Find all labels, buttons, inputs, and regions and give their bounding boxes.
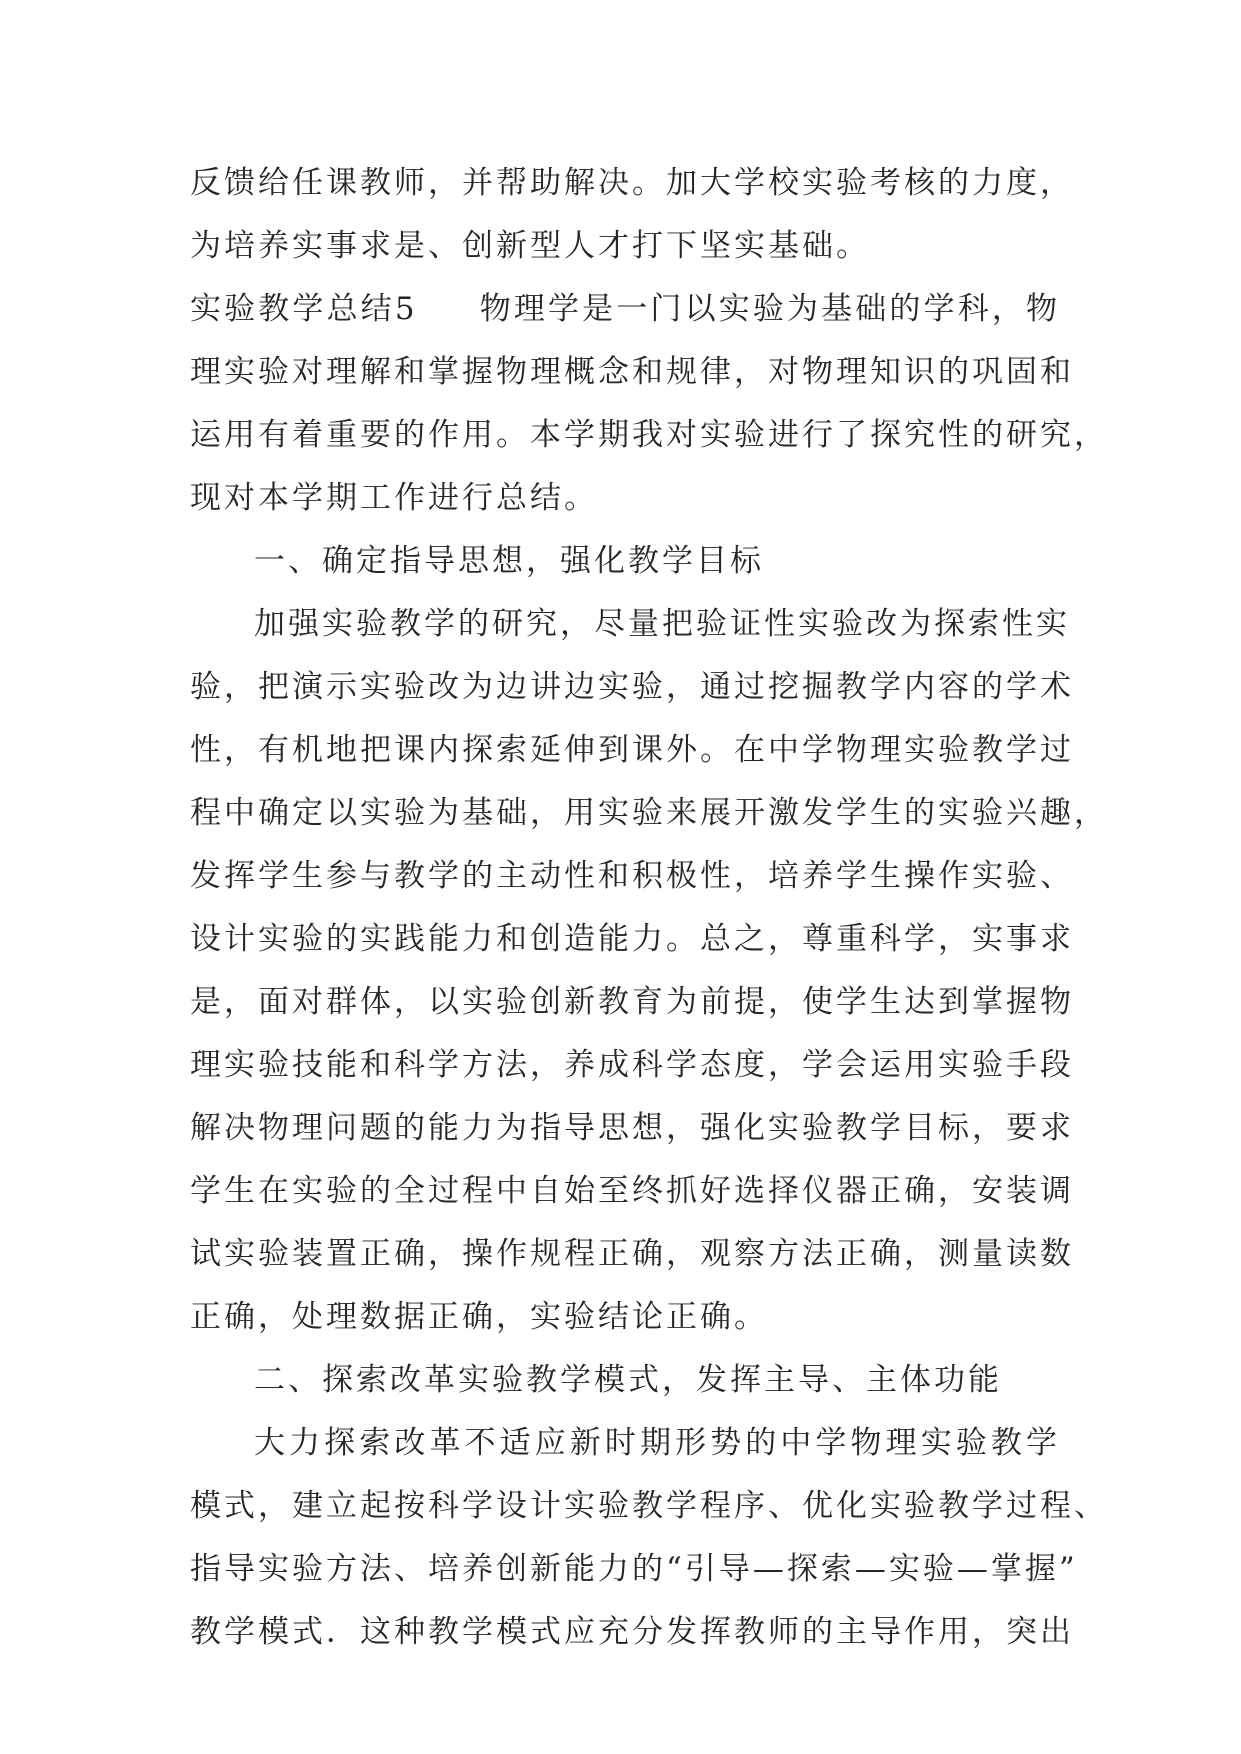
text-line: 程中确定以实验为基础，用实验来展开激发学生的实验兴趣， [190,795,1108,831]
text-line: 设计实验的实践能力和创造能力。总之，尊重科学，实事求 [190,921,1074,957]
document-body [190,152,1108,1664]
text-line: 解决物理问题的能力为指导思想，强化实验教学目标，要求 [190,1110,1074,1146]
heading-2: 二、探索改革实验教学模式，发挥主导、主体功能 [254,1362,1002,1398]
section-title: 实验教学总结5 [190,291,418,327]
text-line: 指导实验方法、培养创新能力的“引导—探索—实验—掌握” [190,1551,1078,1587]
text-line: 理实验技能和科学方法，养成科学态度，学会运用实验手段 [190,1047,1074,1083]
text-line: 为培养实事求是、创新型人才打下坚实基础。 [190,228,870,264]
text-line: 验，把演示实验改为边讲边实验，通过挖掘教学内容的学术 [190,669,1074,705]
paragraph-first-line: 加强实验教学的研究，尽量把验证性实验改为探索性实 [254,606,1070,642]
text-line: 性，有机地把课内探索延伸到课外。在中学物理实验教学过 [190,732,1074,768]
section-header-line [190,278,1060,341]
text-line: 教学模式．这种教学模式应充分发挥教师的主导作用，突出 [190,1614,1074,1650]
text-line: 试实验装置正确，操作规程正确，观察方法正确，测量读数 [190,1236,1074,1272]
text-line: 反馈给任课教师，并帮助解决。加大学校实验考核的力度， [190,165,1074,201]
section-first-line-text: 物理学是一门以实验为基础的学科，物 [479,291,1060,327]
text-line: 理实验对理解和掌握物理概念和规律，对物理知识的巩固和 [190,354,1074,390]
text-line: 正确，处理数据正确，实验结论正确。 [190,1299,768,1335]
text-line: 现对本学期工作进行总结。 [190,480,598,516]
paragraph-first-line: 大力探索改革不适应新时期形势的中学物理实验教学 [254,1425,1060,1461]
heading-1: 一、确定指导思想，强化教学目标 [254,543,764,579]
text-line: 发挥学生参与教学的主动性和积极性，培养学生操作实验、 [190,858,1074,894]
text-line: 学生在实验的全过程中自始至终抓好选择仪器正确，安装调 [190,1173,1074,1209]
text-line: 运用有着重要的作用。本学期我对实验进行了探究性的研究， [190,417,1108,453]
text-line: 是，面对群体，以实验创新教育为前提，使学生达到掌握物 [190,984,1074,1020]
text-line: 模式，建立起按科学设计实验教学程序、优化实验教学过程、 [190,1488,1108,1524]
